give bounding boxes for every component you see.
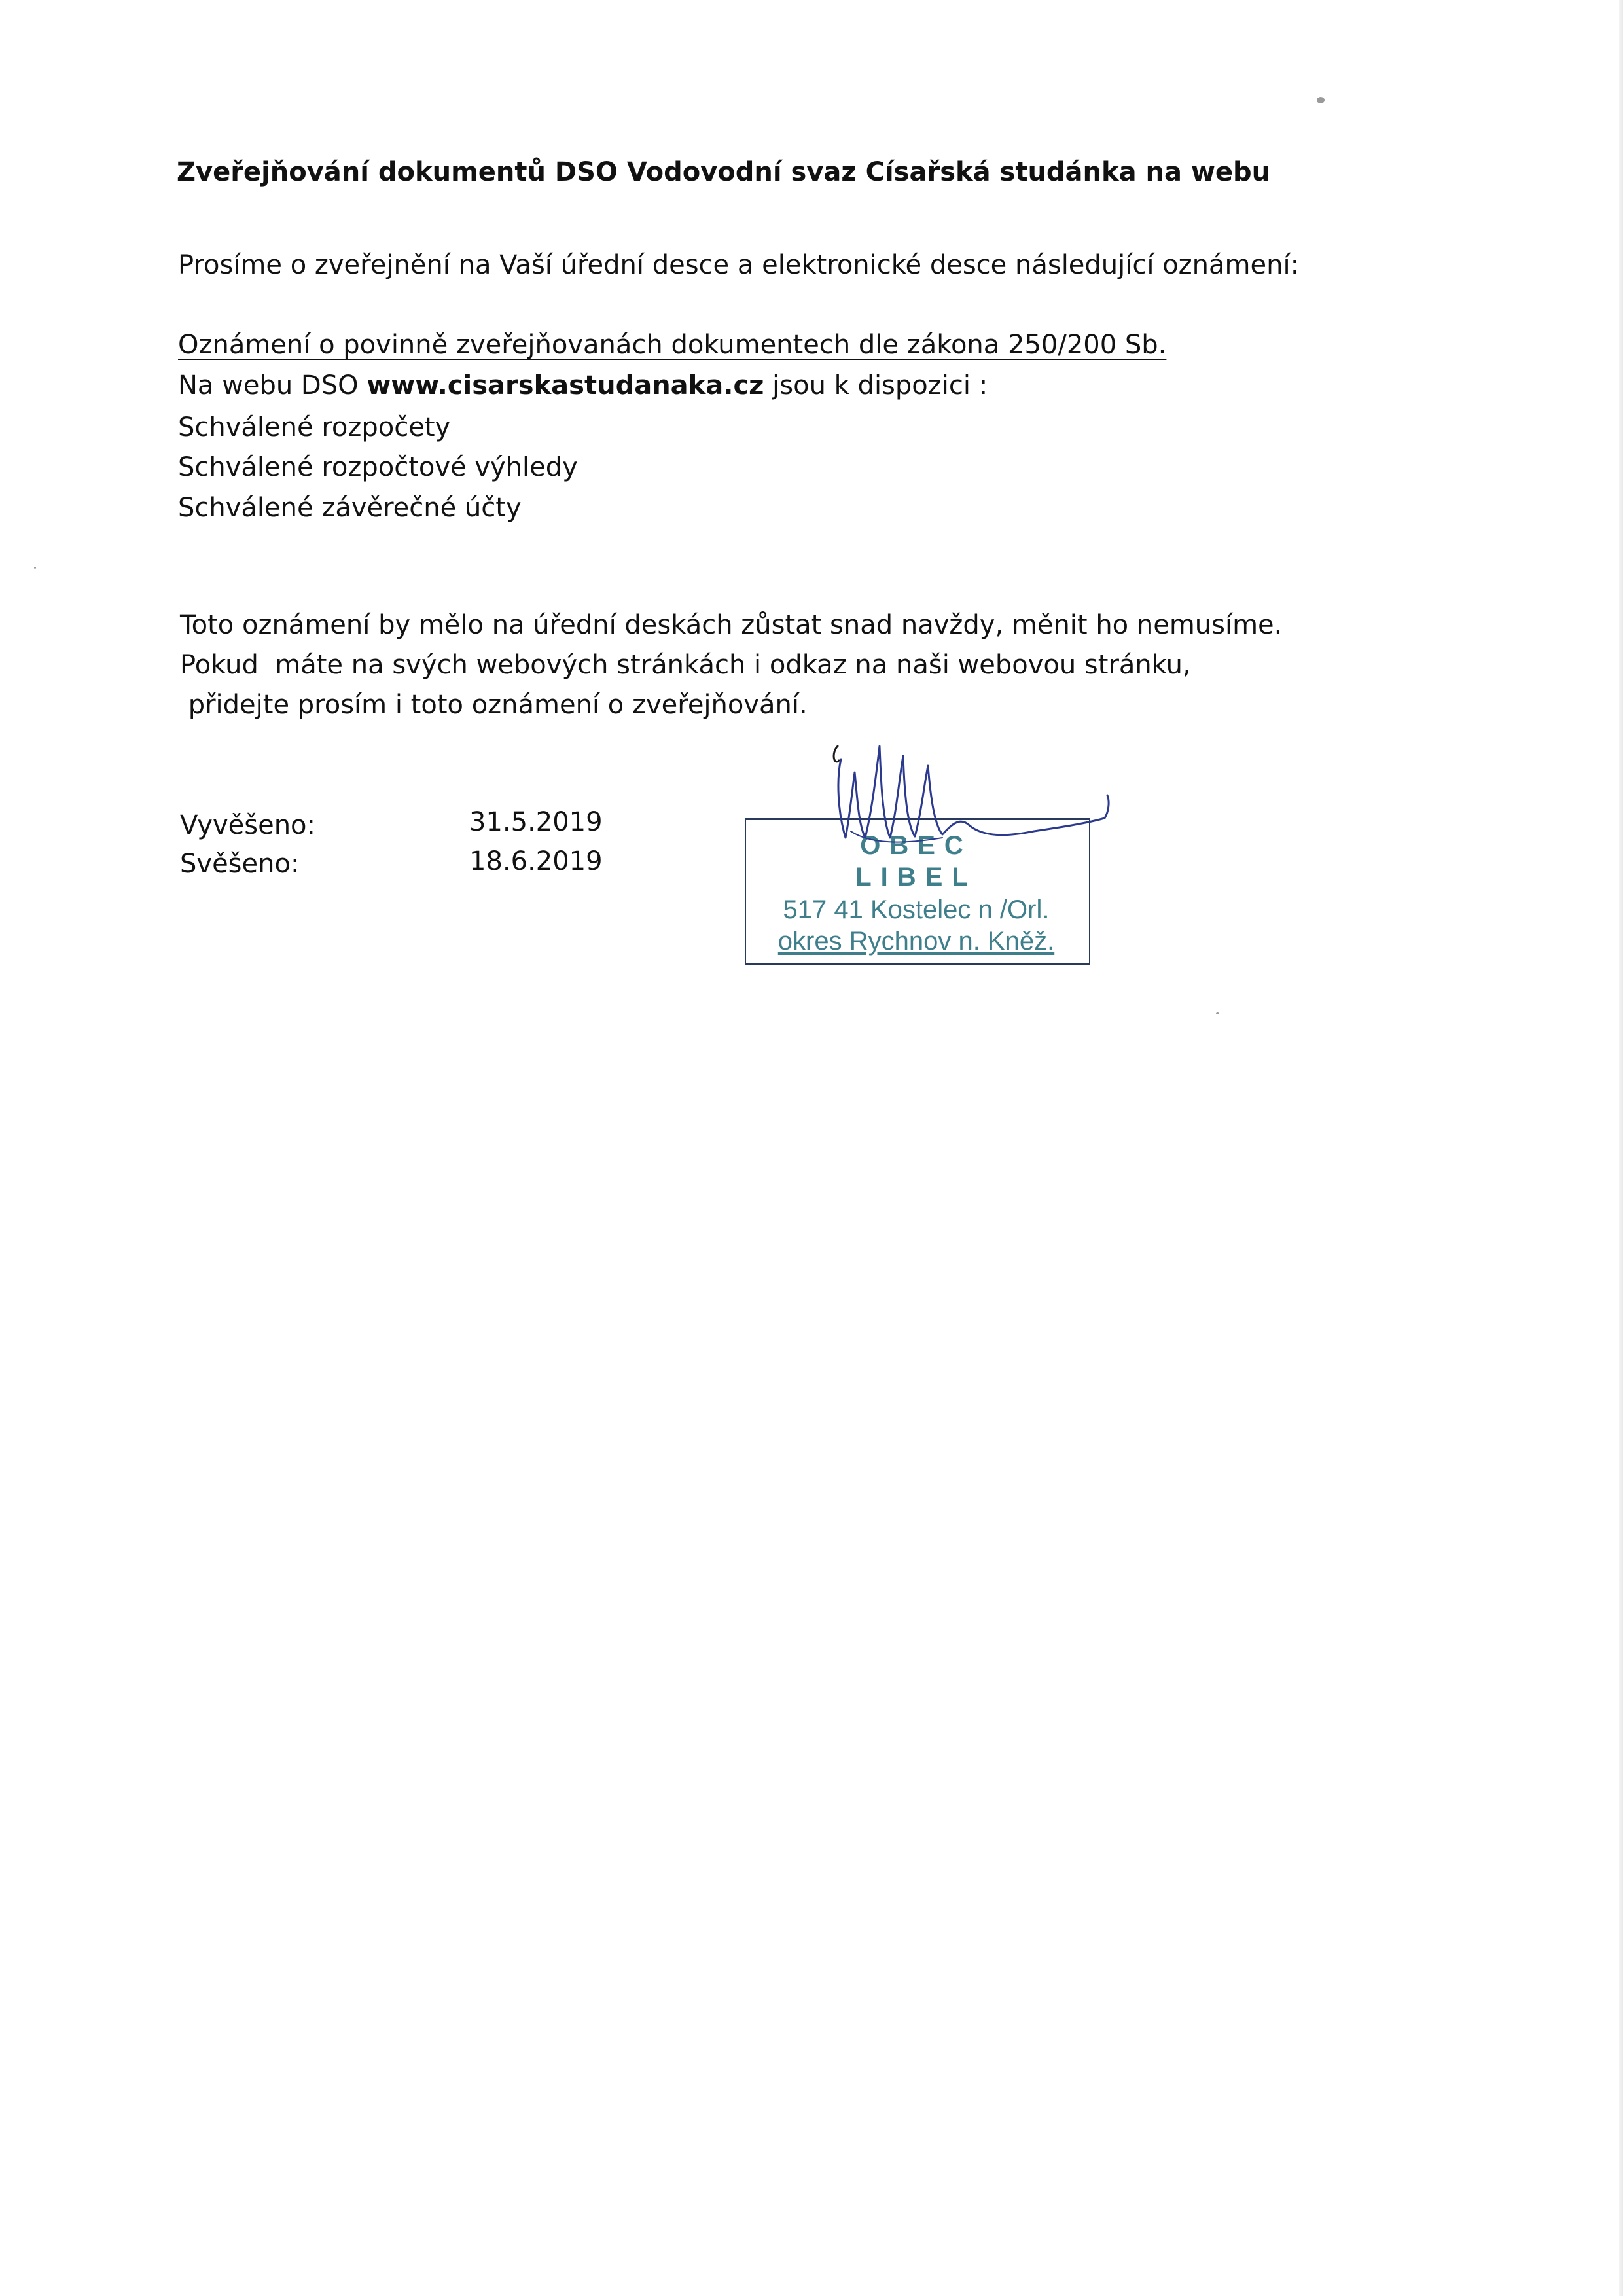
stamp-line: 517 41 Kostelec n /Orl. <box>783 895 1050 924</box>
request-text: Prosíme o zveřejnění na Vaší úřední desce a elektronické desce následující oznámení: <box>178 250 1300 280</box>
closing-line: Toto oznámení by mělo na úřední deskách zůstat snad navždy, měnit ho nemusíme. <box>180 610 1283 640</box>
signature-stroke <box>834 746 839 762</box>
stamp-line: okres Rychnov n. Kněž. <box>777 927 1055 956</box>
scan-speck <box>34 567 36 569</box>
signature-stroke <box>838 746 1109 838</box>
scan-speck <box>1317 97 1325 103</box>
notice-heading: Oznámení o povinně zveřejňovanách dokumentech dle zákona 250/200 Sb. <box>178 330 1167 360</box>
list-item: Schválené rozpočtové výhledy <box>178 452 578 482</box>
scan-speck <box>1216 1012 1219 1014</box>
list-item: Schválené závěrečné účty <box>178 493 522 523</box>
list-item: Schválené rozpočety <box>178 412 451 442</box>
web-line-suffix: jsou k dispozici : <box>764 370 988 401</box>
stamp-line: OBEC <box>860 831 972 860</box>
web-availability-line <box>178 365 988 406</box>
website-url: www.cisarskastudanaka.cz <box>366 370 764 401</box>
removed-label: Svěšeno: <box>180 849 300 879</box>
scan-edge <box>1619 0 1623 2296</box>
web-line-prefix: Na webu DSO <box>178 370 367 401</box>
document-title: Zveřejňování dokumentů DSO Vodovodní svaz Císařská studánka na webu <box>177 157 1271 187</box>
stamp-line: LIBEL <box>855 863 977 891</box>
posted-date: 31.5.2019 <box>469 807 603 837</box>
handwritten-signature <box>812 740 1126 864</box>
posted-label: Vyvěšeno: <box>180 810 315 840</box>
closing-line: Pokud máte na svých webových stránkách i odkaz na naši webovou stránku, <box>180 650 1191 680</box>
removed-date: 18.6.2019 <box>469 846 603 876</box>
closing-line: přidejte prosím i toto oznámení o zveřejňování. <box>180 690 808 720</box>
